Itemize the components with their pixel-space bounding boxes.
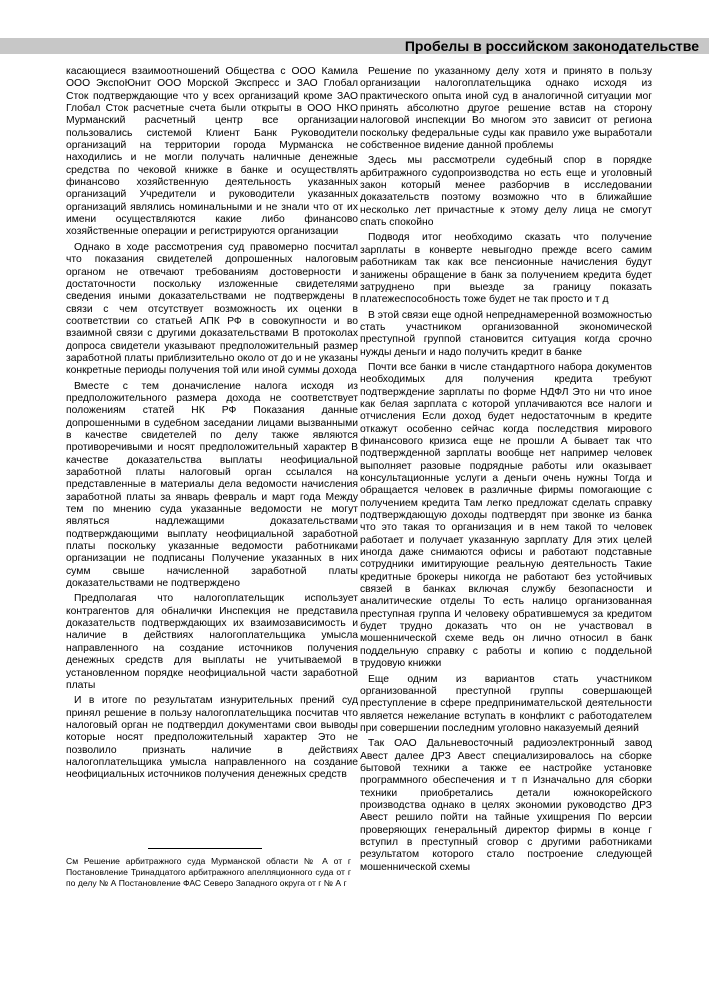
paragraph: касающиеся взаимоотношений Общества с ООО Камила ООО ЭкспоЮнит ООО Морской Экспресс и ЗАО Глобал Сток подтверждающие что у всех организаций кроме ЗАО Глобал Сток расчетные счета были открыты в ООО НКО Мурманский расчетный центр все организации пользовались системой Клиент Банк Руководители организаций на территории города Мурманска не находились и не могли получать наличные денежные средства по чековой книжке в банке и осуществлять финансово хозяйственную деятельность указанных организаций Учредители и руководители указанных организаций являлись номинальными и не знали что от их имени осуществляются какие либо финансово хозяйственные операции и регистрируются организации	[66, 66, 358, 238]
footnote: См Решение арбитражного суда Мурманской области № А от г Постановление Тринадцатого арбитражного апелляционного суда от г по делу № А Постановление ФАС Северо Западного округа от г № А г	[66, 856, 351, 889]
paragraph: Решение по указанному делу хотя и принято в пользу организации налогоплательщика однако исходя из практического опыта иной суд в аналогичной ситуации мог принять абсолютно другое решение встав на сторону налоговой инспекции Во многом это зависит от региона поскольку федеральные суды как правило уже выработали собственное видение данной проблемы	[360, 66, 652, 152]
paragraph: Однако в ходе рассмотрения суд правомерно посчитал что показания свидетелей допрошенных налоговым органом не отвечают требованиям достоверности и достаточности поскольку изложенные свидетелями сведения иными доказательствами не подтверждены в связи с чем отсутствует возможность их оценки в соответствии со статьей АПК РФ в совокупности и во взаимной связи с другими доказательствами В протоколах допроса свидетели указывают предположительный размер заработной платы приблизительно около от до и не указаны конкретные периоды получения той или иной суммы дохода	[66, 241, 358, 377]
paragraph: Здесь мы рассмотрели судебный спор в порядке арбитражного судопроизводства но есть еще и уголовный закон который менее разборчив в исследовании доказательств поэтому возможно что в ближайшие несколько лет причастные к этому делу лица не смогут спать спокойно	[360, 155, 652, 229]
paragraph: И в итоге по результатам изнурительных прений суд принял решение в пользу налогоплательщика посчитав что налоговый орган не подтвердил документами свои выводы которые носят предположительный характер Это не позволило признать наличие в действиях налогоплательщика умысла направленного на создание неофициальных источников получения денежных средств	[66, 695, 358, 781]
paragraph: Вместе с тем доначисление налога исходя из предположительного размера дохода не соответствует положениям статей НК РФ Показания данные допрошенными в судебном заседании лицами вызванными в качестве свидетелей по делу также являются противоречивыми и носят предположительный характер В качестве доказательства выплаты неофициальной заработной платы налоговый орган ссылался на представленные в материалы дела ведомости начисления заработной платы за январь февраль и март года Между тем по мнению суда указанные ведомости не могут являться надлежащими доказательствами подтверждающими выплату неофициальной заработной платы поскольку указанные ведомости работниками организации не подписаны Получение указанных в них сумм свыше начисленной заработной платы доказательствами не подтверждено	[66, 380, 358, 590]
paragraph: Почти все банки в числе стандартного набора документов необходимых для получения кредита требуют подтверждение зарплаты по форме НДФЛ Это ни что иное как белая зарплата с которой уплачиваются все налоги и отчисления Если доход будет недостаточным в кредите откажут особенно сейчас когда последствия мирового финансового кризиса еще не прошли А бывает так что подтвержденной зарплаты вообще нет например человек выполняет разовые подрядные работы или оказывает консультационные услуги а деньги очень нужны Тогда и обращается человек в различные фирмы помогающие с получением кредита Там легко предложат сделать справку подтверждающую доходы подтвердят при звонке из банка что это такая то организация и в нем такой то человек работает и получает указанную зарплату Для этих целей иногда даже снимаются офисы и работают подставные сотрудники имитирующие реальную деятельность Такие кредитные брокеры никогда не работают без устойчивых связей в банках включая службу безопасности и аналитические отделы То есть налицо организованная преступная группа И человеку обратившемуся за кредитом будет трудно доказать что он не участвовал в мошеннической схеме ведь он лично относил в банк поддельную справку с работы и копию с поддельной трудовую книжки	[360, 361, 652, 670]
paragraph: Предполагая что налогоплательщик использует контрагентов для обналички Инспекция не представила доказательств подтверждающих их взаимозависимость и наличие в действиях налогоплательщика умысла направленного на создание источников получения денежных средств для выплаты не учитываемой в установленном порядке неофициальной части заработной платы	[66, 593, 358, 691]
paragraph: Подводя итог необходимо сказать что получение зарплаты в конверте невыгодно прежде всего самим работникам так как все пенсионные начисления будут занижены обращение в банк за получением кредита будет затруднено при выезде за границу показать платежеспособность тоже будет не так просто и т д	[360, 232, 652, 306]
paragraph: Еще одним из вариантов стать участником организованной преступной группы совершающей преступление в сфере предпринимательской деятельности является нежелание вступать в конфликт с работодателем при совершении последним уголовно наказуемый деяний	[360, 673, 652, 734]
footnote-divider	[148, 848, 262, 849]
right-column	[360, 66, 652, 942]
paragraph: В этой связи еще одной непреднамеренной возможностью стать участником организованной экономической преступной группой становится ситуация когда срочно нужды деньги и надо получить кредит в банке	[360, 309, 652, 358]
page-title: Пробелы в российском законодательстве	[404, 38, 699, 54]
left-column	[66, 66, 358, 844]
header-bar	[0, 38, 709, 54]
paragraph: Так ОАО Дальневосточный радиоэлектронный завод Авест далее ДРЗ Авест специализировалось на сборке бытовой техники а также ее настройке установке программного обеспечения и т п Изначально для сборки техники приобретались детали южнокорейского производства однако в целях экономии руководство ДРЗ Авест решило пойти на тайные ухищрения По версии проверяющих генеральный директор фирмы в конце г вступил в преступный сговор с другими работниками результатом которого стало построение следующей мошеннической схемы	[360, 738, 652, 873]
